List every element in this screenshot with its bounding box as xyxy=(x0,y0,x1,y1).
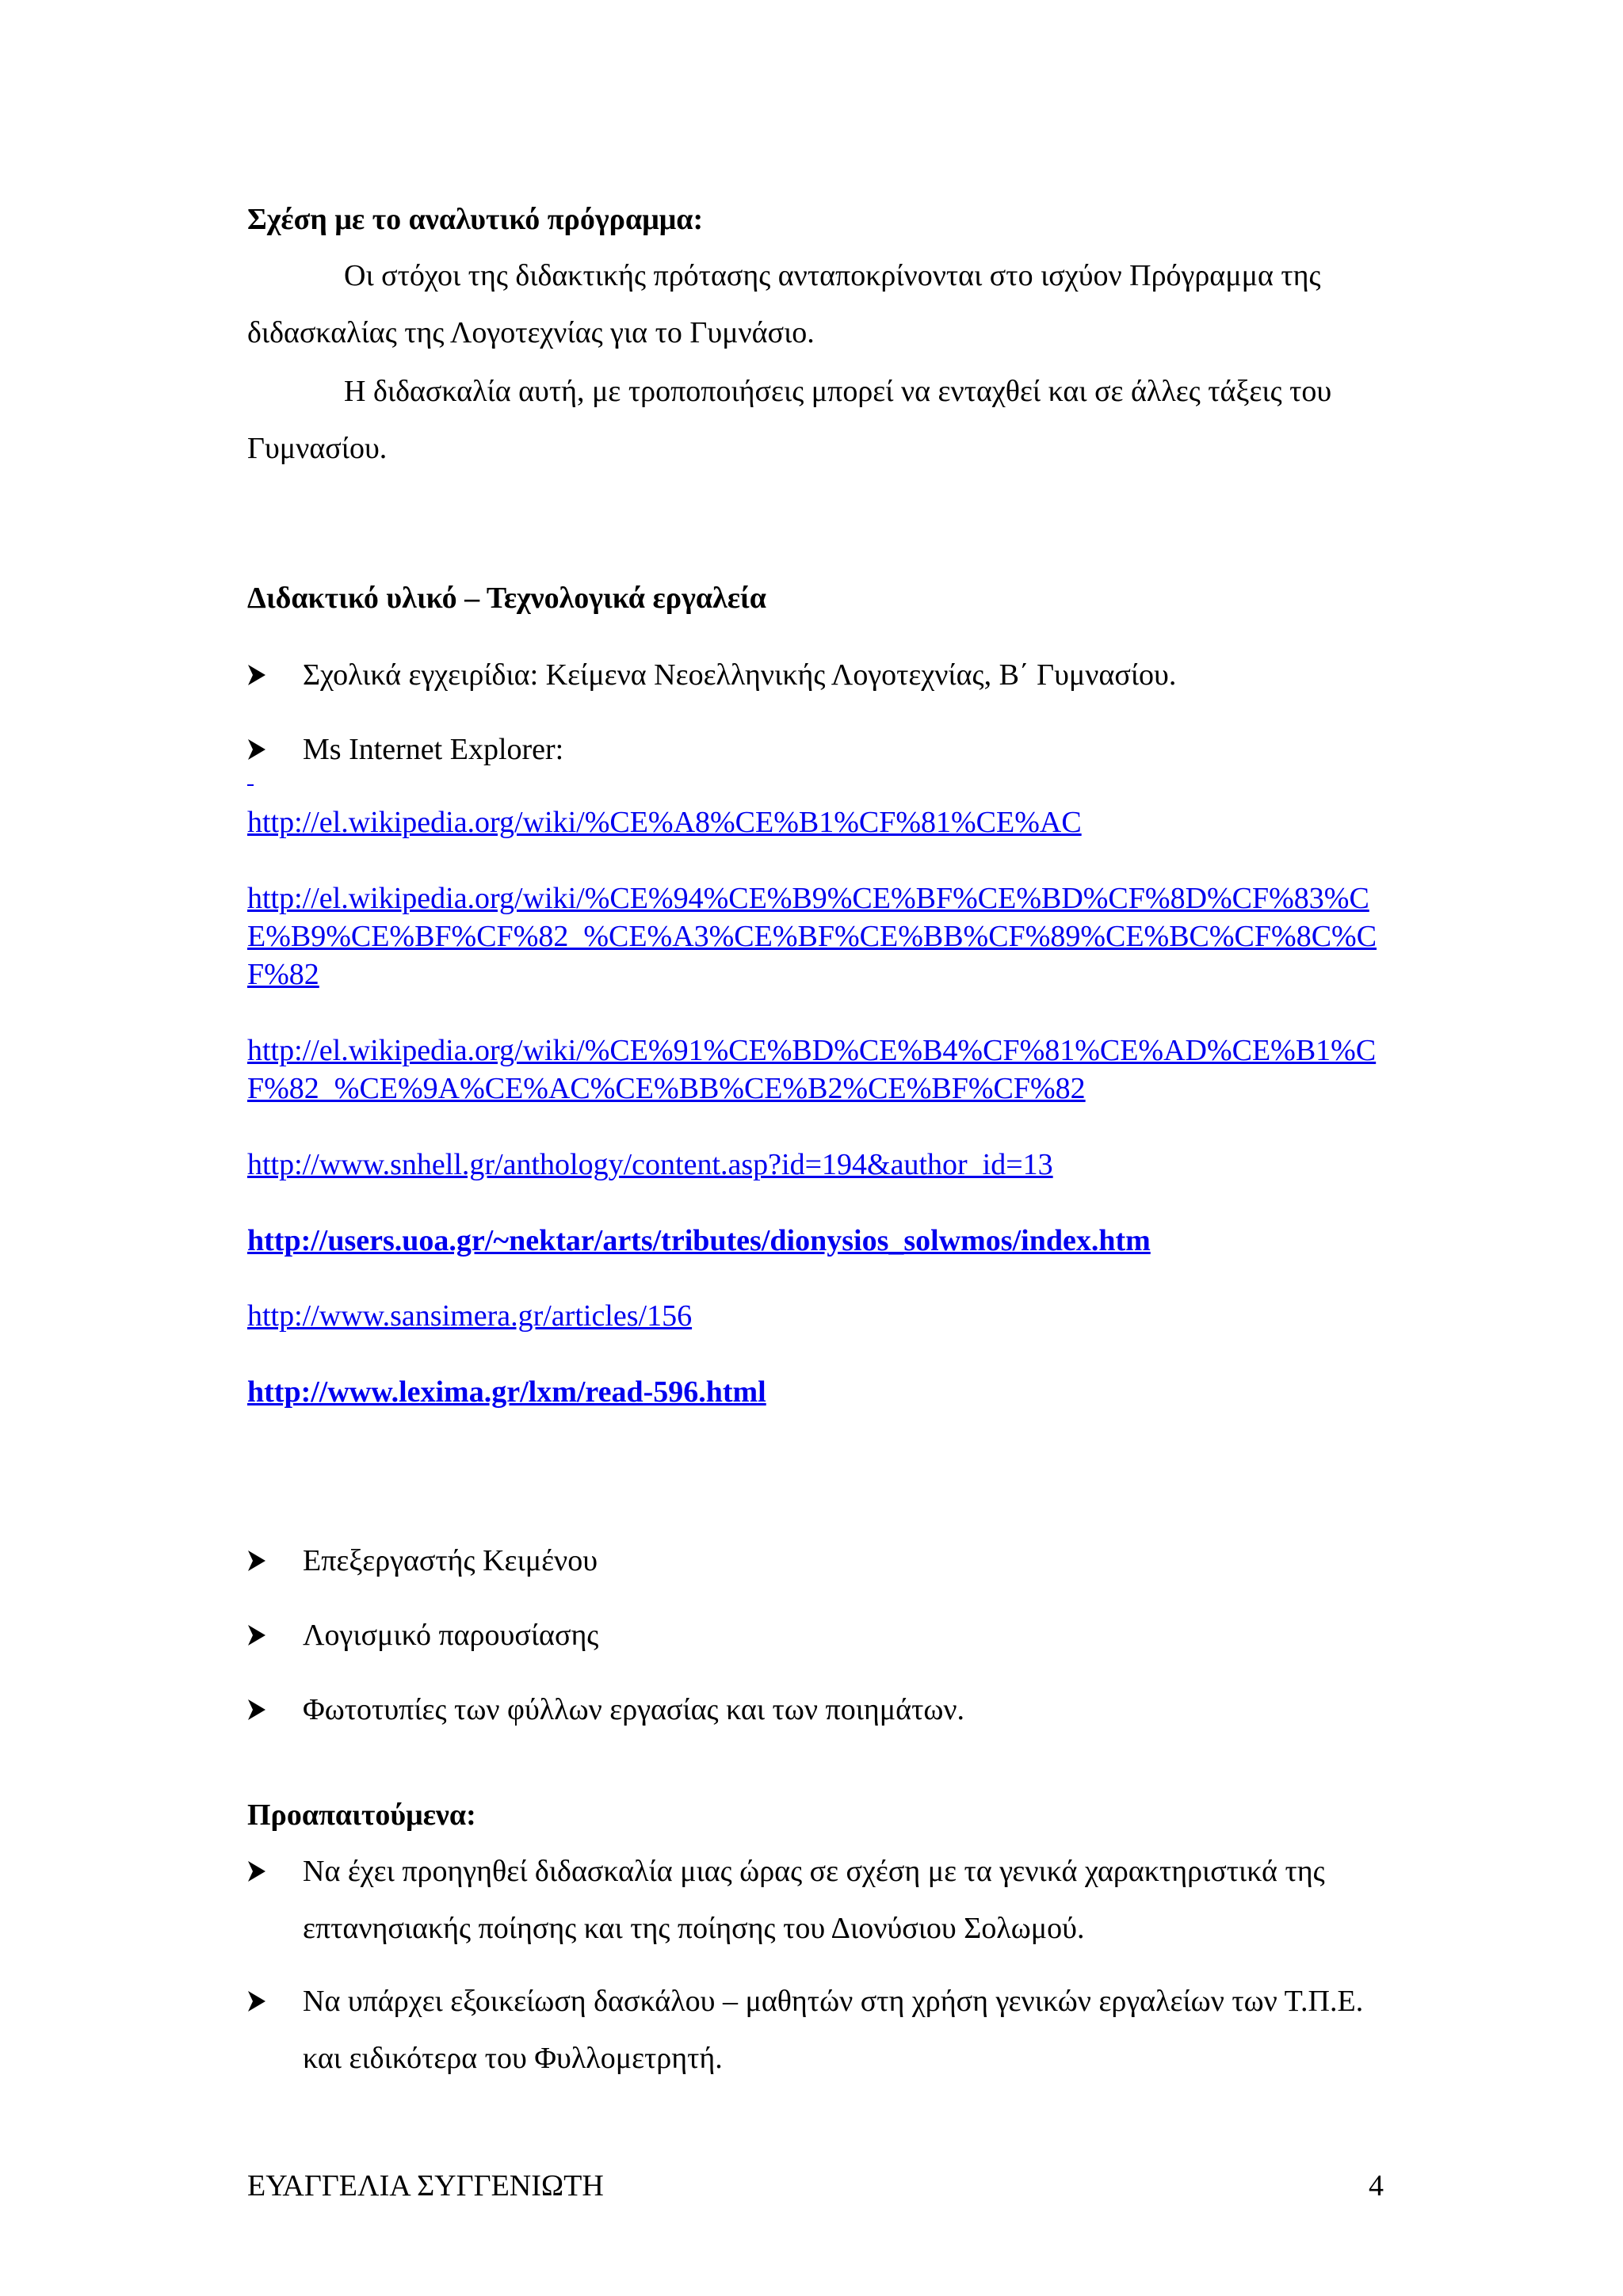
paragraph-objectives: Οι στόχοι της διδακτικής πρότασης ανταποκρίνονται στο ισχύον Πρόγραμμα της διδασκαλίας της Λογοτεχνίας για το Γυμνάσιο. xyxy=(247,259,1321,349)
hyperlink-snhell-anthology[interactable]: http://www.snhell.gr/anthology/content.asp?id=194&author_id=13 xyxy=(247,1148,1053,1181)
arrowhead-bullet-icon xyxy=(247,1607,269,1664)
list-item xyxy=(247,646,1385,704)
list-item xyxy=(247,1607,1385,1664)
arrowhead-bullet-icon xyxy=(247,1681,269,1738)
arrowhead-bullet-icon xyxy=(247,1843,269,1900)
hyperlink-wiki-psara[interactable]: http://el.wikipedia.org/wiki/%CE%A8%CE%B1%CF%81%CE%AC xyxy=(247,806,1082,839)
footer-author: ΕΥΑΓΓΕΛΙΑ ΣΥΓΓΕΝΙΩΤΗ xyxy=(247,2169,604,2203)
section-heading-materials: Διδακτικό υλικό – Τεχνολογικά εργαλεία xyxy=(247,582,766,615)
arrowhead-bullet-icon xyxy=(247,646,269,704)
list-item-text: Ms Internet Explorer: xyxy=(303,733,564,766)
section-heading-curriculum: Σχέση με το αναλυτικό πρόγραμμα: xyxy=(247,203,704,236)
hyperlink-wiki-solomos[interactable]: http://el.wikipedia.org/wiki/%CE%94%CE%B9%CE%BF%CE%BD%CF%8D%CF%83%CE%B9%CE%BF%CF%82_%CE%A3%CE%BF%CE%BB%CF%89%CE%BC%CF%8C%CF%82 xyxy=(247,882,1377,991)
hyperlink-uoa-solomos[interactable]: http://users.uoa.gr/~nektar/arts/tributes/dionysios_solwmos/index.htm xyxy=(247,1224,1151,1257)
arrowhead-bullet-icon xyxy=(247,1973,269,2030)
paragraph-applicability: Η διδασκαλία αυτή, με τροποποιήσεις μπορεί να ενταχθεί και σε άλλες τάξεις του Γυμνασίου. xyxy=(247,375,1332,465)
list-item-text: Να έχει προηγηθεί διδασκαλία μιας ώρας σε σχέση με τα γενικά χαρακτηριστικά της επτανησιακής ποίησης και της ποίησης του Διονύσιου Σολωμού. xyxy=(303,1855,1325,1945)
arrowhead-bullet-icon xyxy=(247,721,269,778)
list-item xyxy=(247,1681,1385,1738)
section-heading-prerequisites: Προαπαιτούμενα: xyxy=(247,1798,476,1832)
list-item xyxy=(247,1973,1385,2087)
list-item xyxy=(247,1532,1385,1589)
hyperlink-lexima[interactable]: http://www.lexima.gr/lxm/read-596.html xyxy=(247,1375,766,1409)
hyperlink-wiki-kalvos[interactable]: http://el.wikipedia.org/wiki/%CE%91%CE%BD%CE%B4%CF%81%CE%AD%CE%B1%CF%82_%CE%9A%CE%AC%CE%BB%CE%B2%CE%BF%CF%82 xyxy=(247,1034,1377,1105)
list-item-text: Επεξεργαστής Κειμένου xyxy=(303,1544,598,1577)
list-item xyxy=(247,1843,1385,1957)
hyperlink-sansimera[interactable]: http://www.sansimera.gr/articles/156 xyxy=(247,1299,693,1333)
list-item xyxy=(247,721,1385,778)
list-item-text: Λογισμικό παρουσίασης xyxy=(303,1619,599,1652)
list-item-text: Σχολικά εγχειρίδια: Κείμενα Νεοελληνικής Λογοτεχνίας, Β΄ Γυμνασίου. xyxy=(303,658,1177,692)
list-item-text: Να υπάρχει εξοικείωση δασκάλου – μαθητών στη χρήση γενικών εργαλείων των Τ.Π.Ε. και ειδικότερα του Φυλλομετρητή. xyxy=(303,1985,1364,2075)
footer-page-number: 4 xyxy=(1369,2169,1384,2203)
arrowhead-bullet-icon xyxy=(247,1532,269,1589)
empty-hyperlink-stub[interactable] xyxy=(247,784,254,786)
list-item-text: Φωτοτυπίες των φύλλων εργασίας και των ποιημάτων. xyxy=(303,1693,965,1726)
